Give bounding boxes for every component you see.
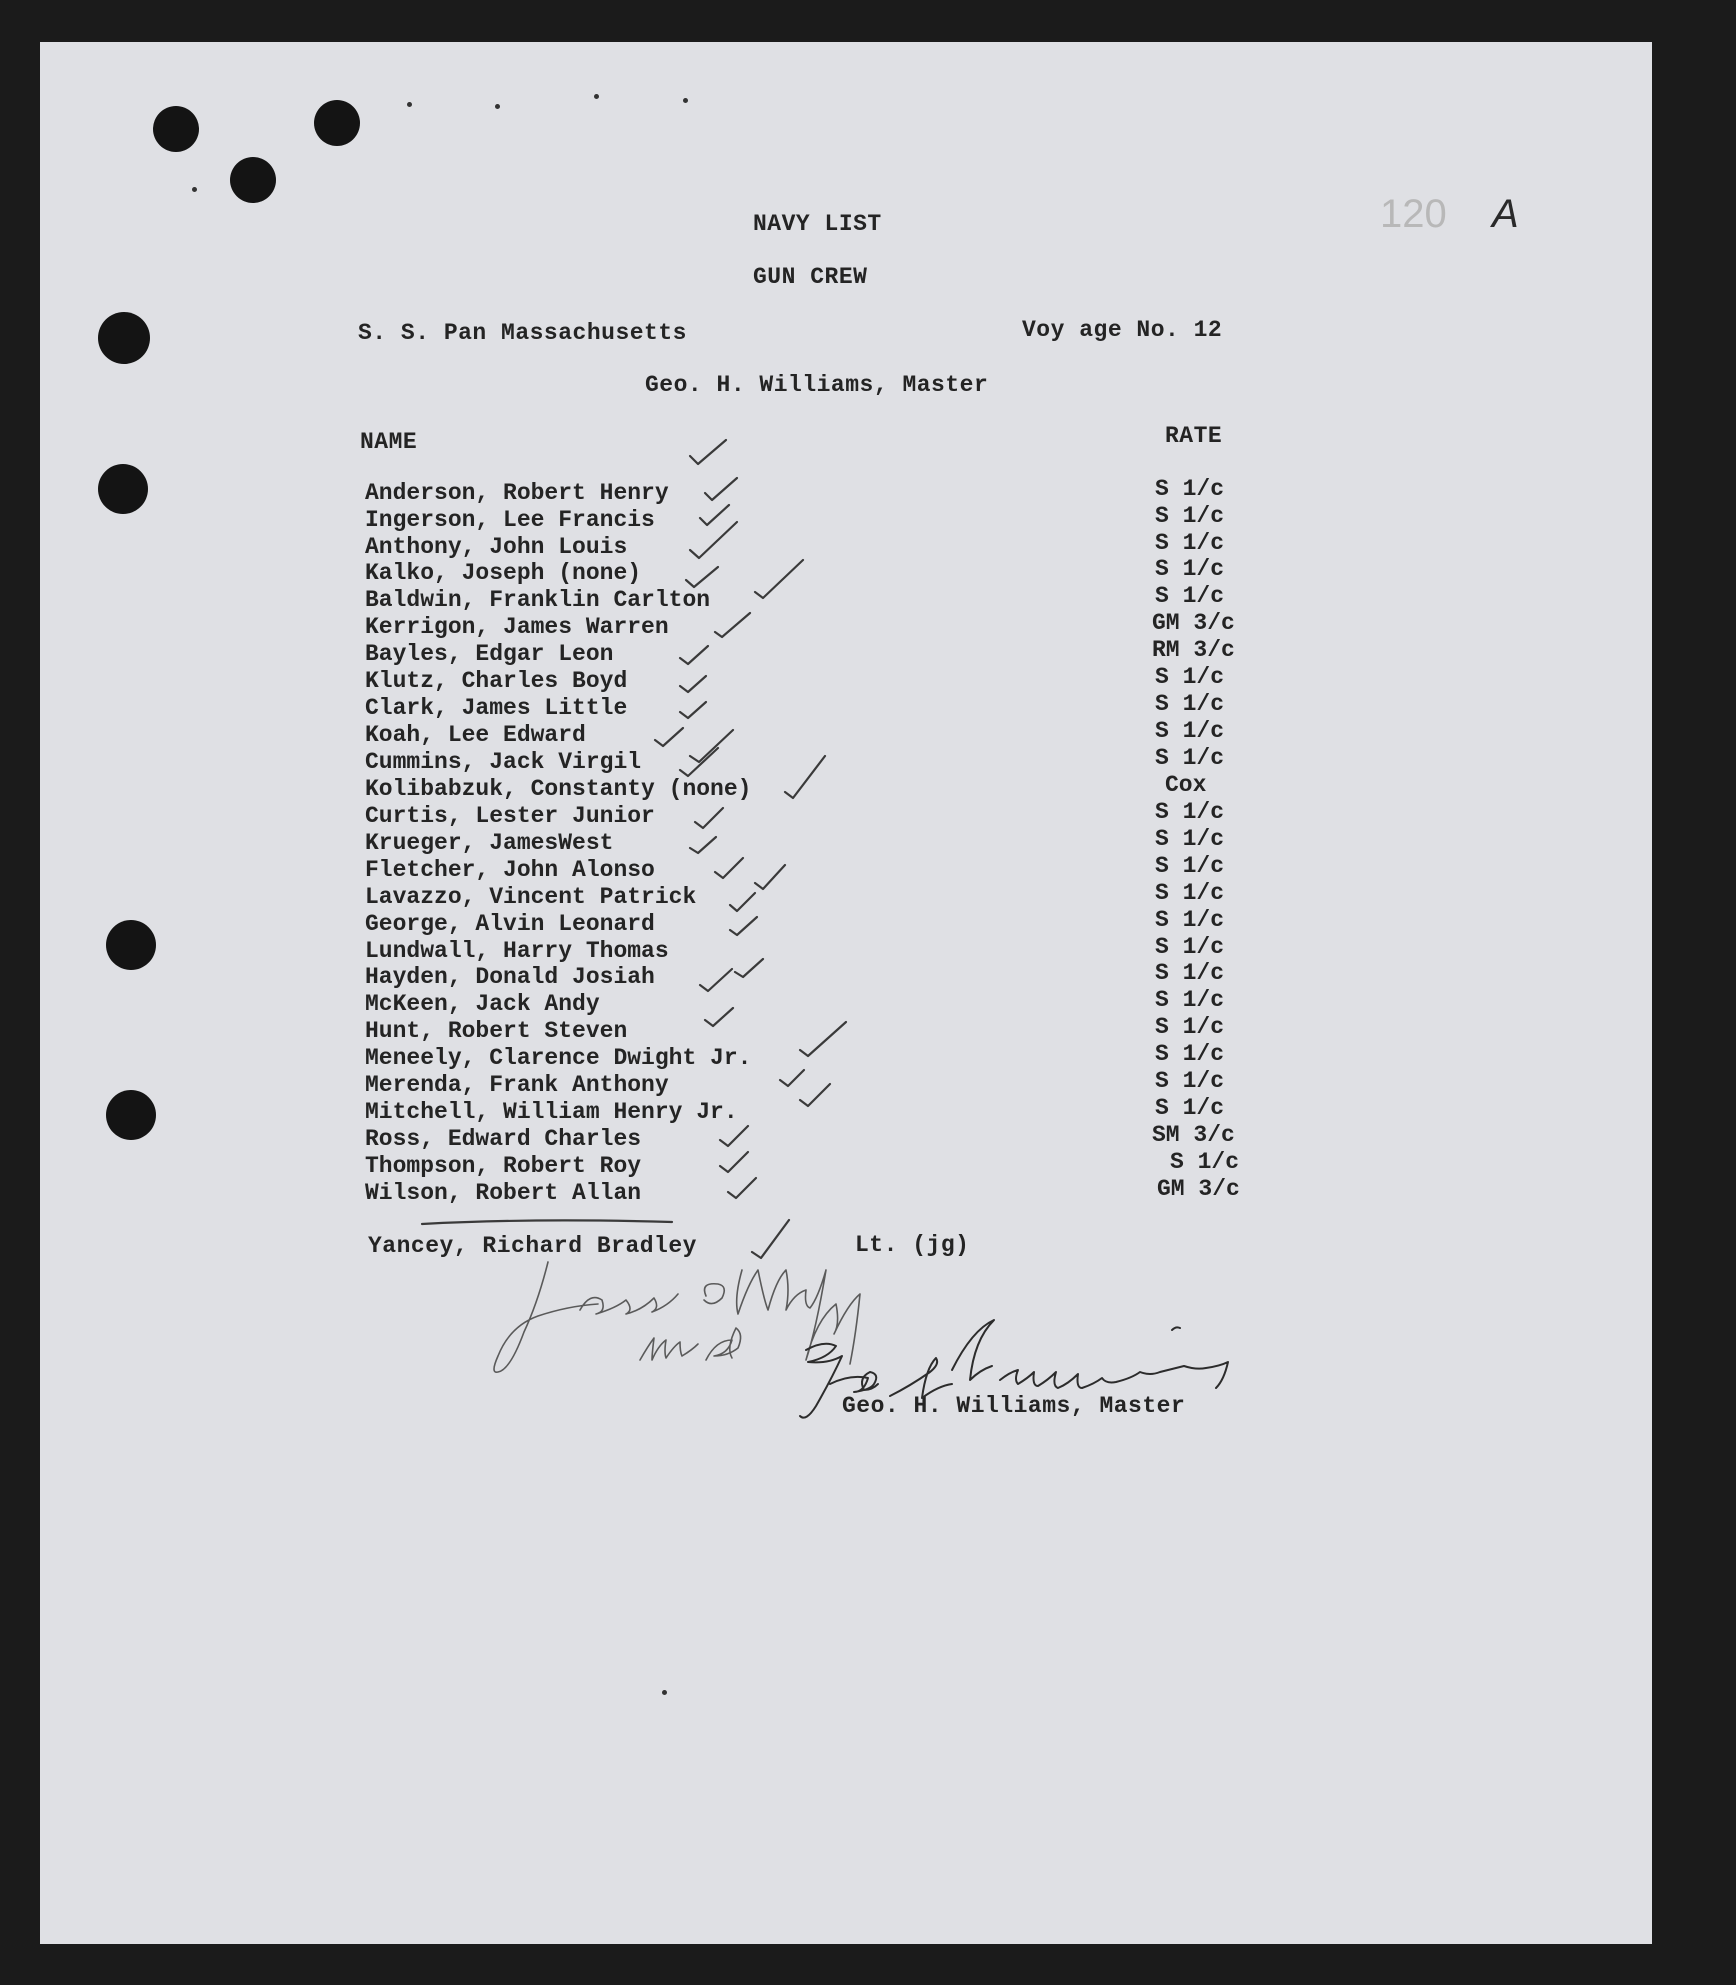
crew-name: Krueger, JamesWest [365, 830, 614, 856]
crew-name: George, Alvin Leonard [365, 911, 655, 937]
footer-master: Geo. H. Williams, Master [842, 1393, 1186, 1419]
crew-name: Lundwall, Harry Thomas [365, 938, 669, 964]
crew-name: Cummins, Jack Virgil [365, 749, 642, 775]
crew-rate: S 1/c [1155, 530, 1225, 556]
crew-rate: RM 3/c [1152, 637, 1235, 663]
crew-rate: S 1/c [1155, 1014, 1225, 1040]
checkmark [730, 893, 755, 911]
crew-rate: S 1/c [1155, 664, 1225, 690]
checkmark [755, 865, 785, 889]
crew-name: Hayden, Donald Josiah [365, 964, 655, 990]
checkmark [680, 676, 706, 692]
crew-rate: S 1/c [1155, 503, 1225, 529]
inspector-signature [494, 1262, 860, 1372]
crew-name: Lavazzo, Vincent Patrick [365, 884, 697, 910]
crew-rate: S 1/c [1155, 1041, 1225, 1067]
rate-column-header: RATE [1165, 423, 1223, 449]
name-column-header: NAME [360, 429, 418, 455]
checkmark [655, 728, 683, 746]
checkmark [680, 702, 706, 718]
crew-rate: S 1/c [1155, 853, 1225, 879]
checkmark [780, 1070, 804, 1086]
crew-rate: S 1/c [1155, 745, 1225, 771]
crew-rate: S 1/c [1155, 476, 1225, 502]
crew-name: Anthony, John Louis [365, 534, 628, 560]
checkmark [755, 560, 803, 598]
crew-rate: S 1/c [1155, 1095, 1225, 1121]
crew-name: Kalko, Joseph (none) [365, 560, 642, 586]
crew-name: Clark, James Little [365, 695, 628, 721]
checkmark [735, 959, 763, 977]
crew-rate: SM 3/c [1152, 1122, 1235, 1148]
crew-rate: S 1/c [1155, 987, 1225, 1013]
checkmark [752, 1220, 789, 1258]
crew-rate: S 1/c [1155, 556, 1225, 582]
officer-name: Yancey, Richard Bradley [368, 1233, 697, 1259]
crew-rate: S 1/c [1155, 1068, 1225, 1094]
checkmark [690, 730, 733, 762]
checkmark [715, 858, 743, 878]
crew-rate: GM 3/c [1152, 610, 1235, 636]
crew-rate: S 1/c [1155, 960, 1225, 986]
crew-name: Klutz, Charles Boyd [365, 668, 628, 694]
crew-name: Anderson, Robert Henry [365, 480, 669, 506]
page-number-stamp: 120 [1380, 192, 1447, 236]
vessel-name: S. S. Pan Massachusetts [358, 320, 687, 346]
crew-name: Mitchell, William Henry Jr. [365, 1099, 738, 1125]
checkmark [700, 969, 732, 991]
document-subtitle: GUN CREW [753, 264, 868, 290]
crew-rate: S 1/c [1155, 880, 1225, 906]
crew-rate: S 1/c [1155, 907, 1225, 933]
checkmark [705, 478, 737, 500]
checkmark [700, 505, 729, 525]
checkmark [730, 917, 757, 935]
officer-rate: Lt. (jg) [855, 1232, 970, 1258]
crew-name: Bayles, Edgar Leon [365, 641, 614, 667]
master-signature [800, 1320, 1228, 1418]
crew-rate: GM 3/c [1157, 1176, 1240, 1202]
crew-name: Kerrigon, James Warren [365, 614, 669, 640]
checkmark [690, 440, 726, 464]
crew-name: Merenda, Frank Anthony [365, 1072, 669, 1098]
page-suffix-mark: A [1492, 192, 1519, 236]
crew-name: Thompson, Robert Roy [365, 1153, 642, 1179]
checkmark [720, 1152, 748, 1172]
crew-rate: S 1/c [1155, 691, 1225, 717]
checkmark [680, 646, 708, 664]
underline [422, 1220, 672, 1224]
crew-name: Curtis, Lester Junior [365, 803, 655, 829]
checkmark [715, 613, 750, 637]
checkmark [720, 1126, 748, 1146]
checkmark [690, 837, 716, 853]
crew-rate: S 1/c [1155, 799, 1225, 825]
checkmark [695, 808, 723, 828]
checkmark [785, 756, 825, 798]
voyage-number: Voy age No. 12 [1022, 317, 1223, 343]
crew-name: Wilson, Robert Allan [365, 1180, 642, 1206]
crew-name: Fletcher, John Alonso [365, 857, 655, 883]
document-title: NAVY LIST [753, 211, 882, 237]
crew-name: Ross, Edward Charles [365, 1126, 642, 1152]
crew-rate: S 1/c [1170, 1149, 1240, 1175]
checkmark [686, 567, 718, 587]
checkmark [800, 1022, 846, 1056]
crew-rate: S 1/c [1155, 718, 1225, 744]
crew-rate: S 1/c [1155, 934, 1225, 960]
crew-name: McKeen, Jack Andy [365, 991, 600, 1017]
crew-name: Hunt, Robert Steven [365, 1018, 628, 1044]
crew-name: Meneely, Clarence Dwight Jr. [365, 1045, 752, 1071]
crew-name: Ingerson, Lee Francis [365, 507, 655, 533]
crew-name: Baldwin, Franklin Carlton [365, 587, 711, 613]
crew-name: Koah, Lee Edward [365, 722, 586, 748]
checkmark [800, 1084, 830, 1106]
crew-name: Kolibabzuk, Constanty (none) [365, 776, 752, 802]
crew-rate: S 1/c [1155, 826, 1225, 852]
checkmark [705, 1008, 733, 1026]
checkmark [728, 1178, 756, 1198]
crew-rate: S 1/c [1155, 583, 1225, 609]
master-header: Geo. H. Williams, Master [645, 372, 989, 398]
crew-rate: Cox [1165, 772, 1207, 798]
checkmark [690, 522, 737, 558]
